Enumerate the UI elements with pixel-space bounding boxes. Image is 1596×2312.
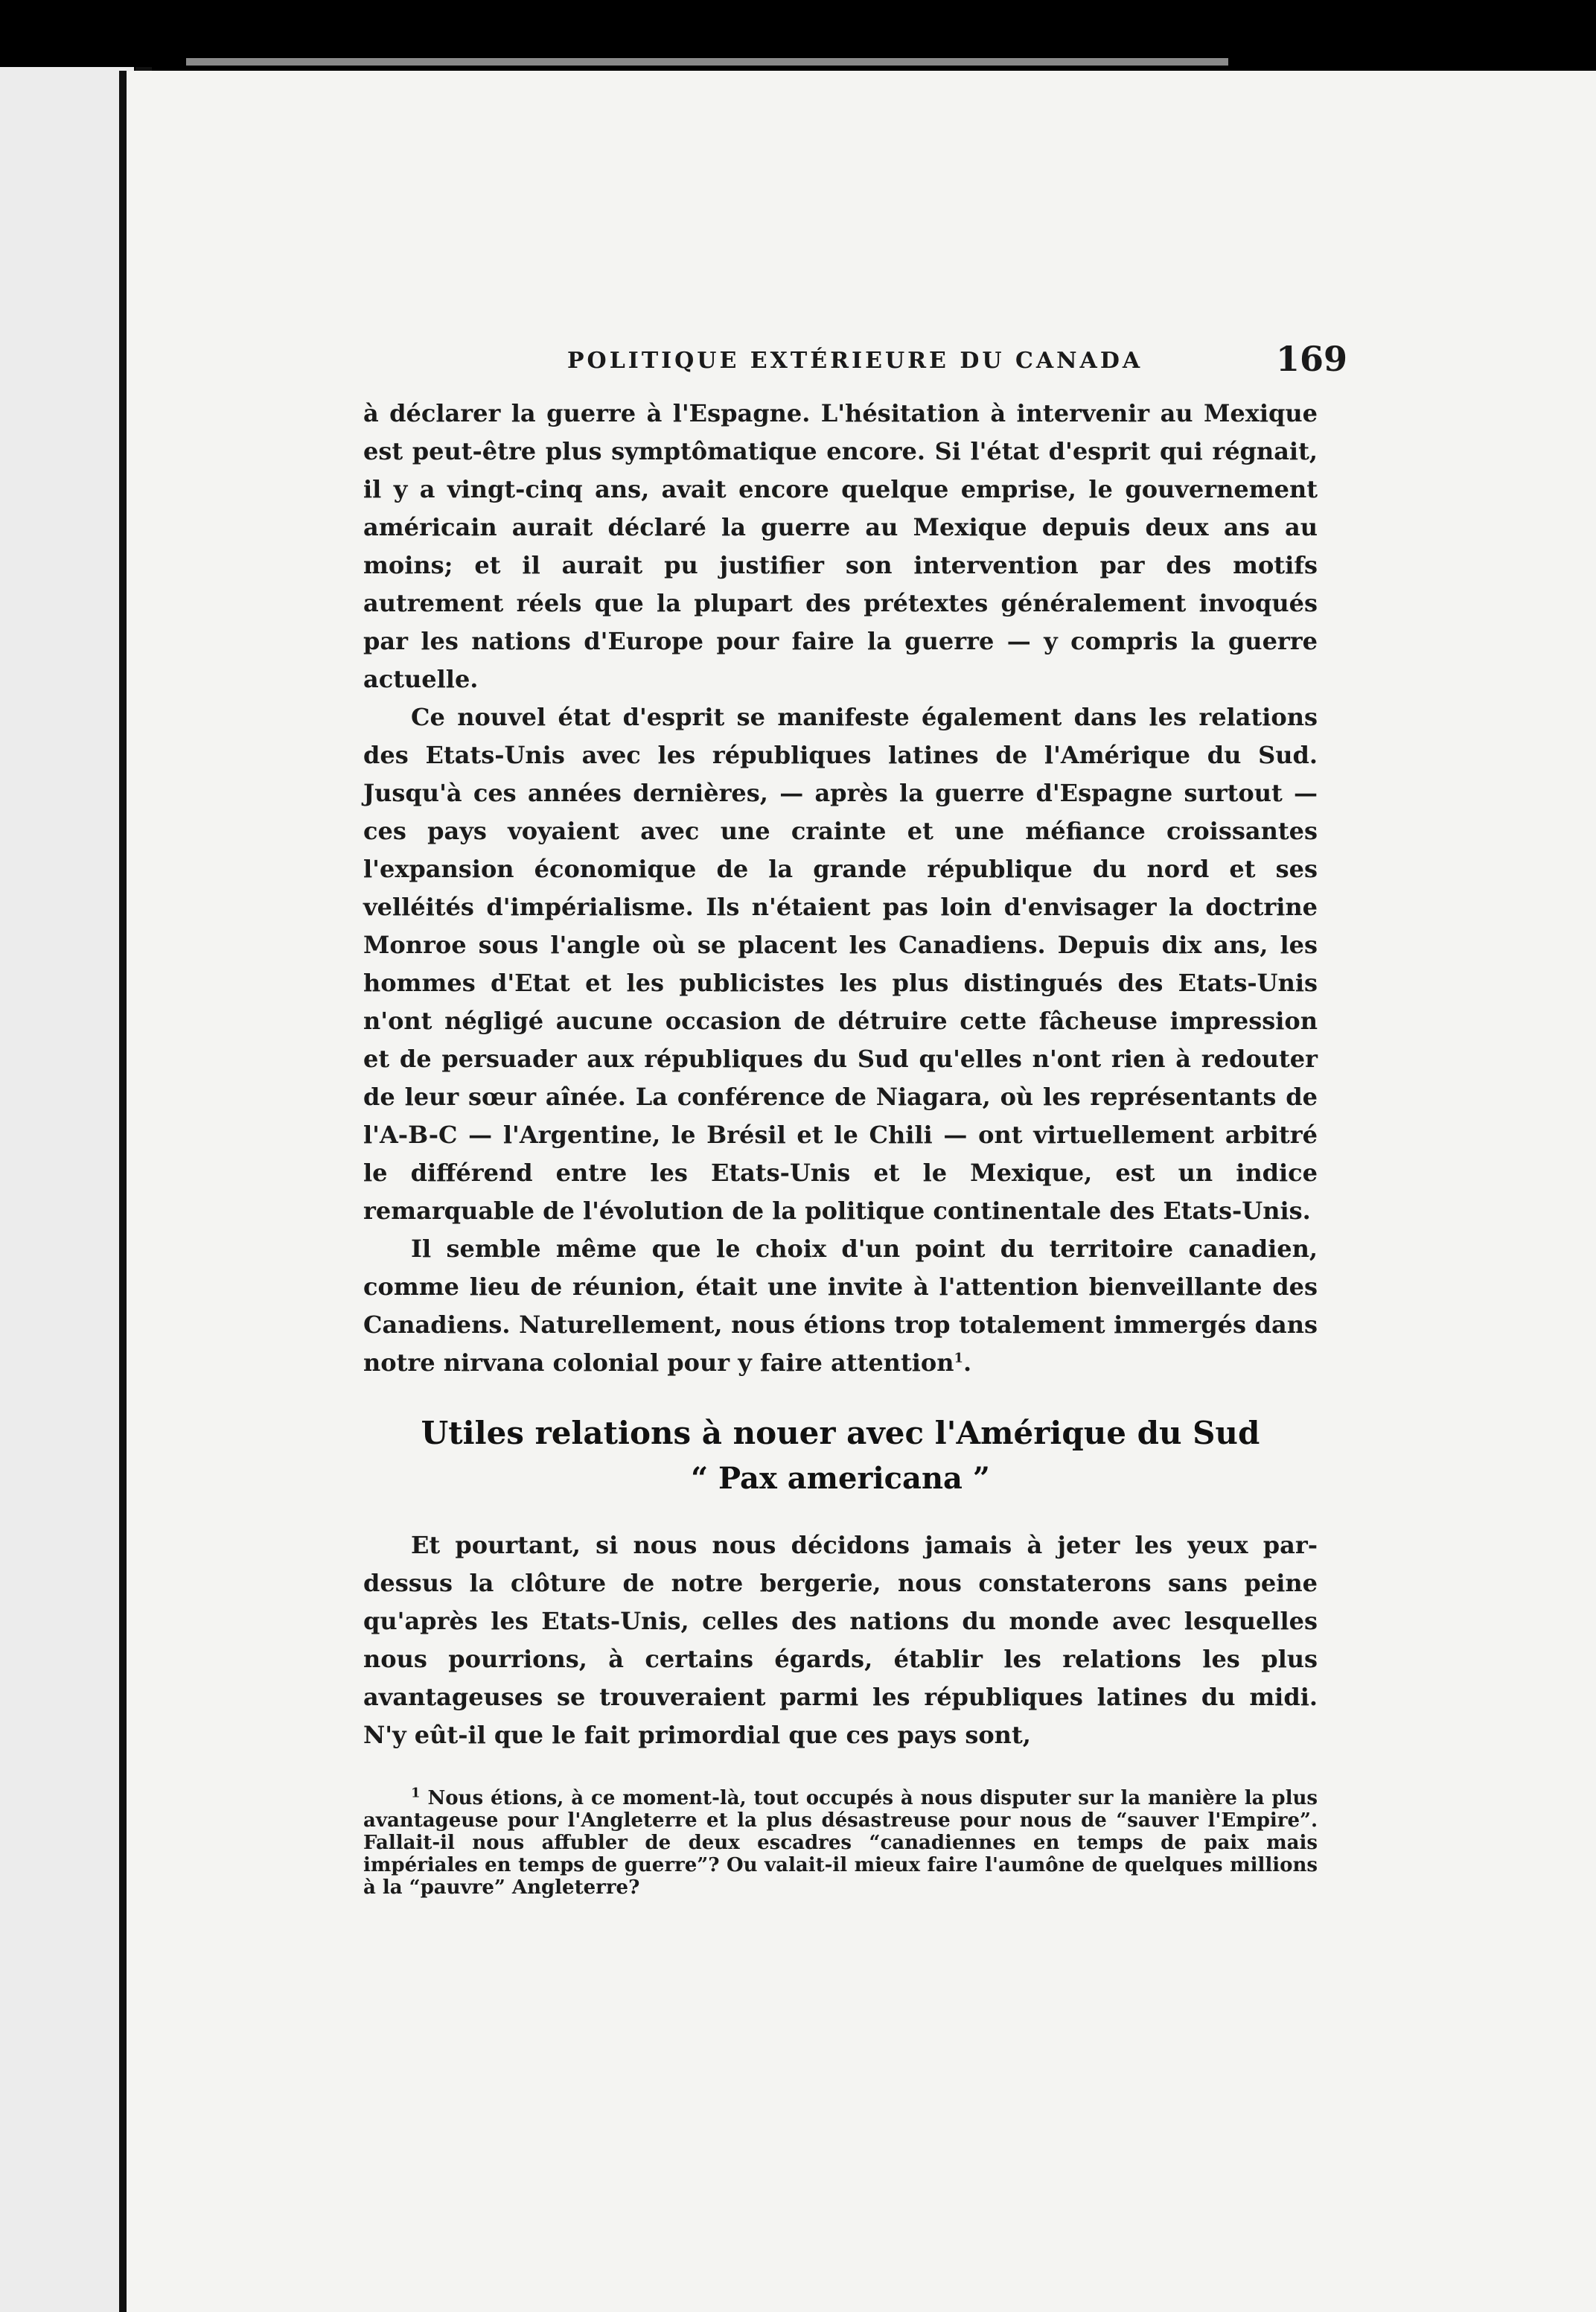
section-heading bbox=[363, 1410, 1318, 1501]
page-top-edge bbox=[186, 58, 1228, 66]
footnote-reference: 1 bbox=[954, 1350, 964, 1366]
section-heading-line-2: “ Pax americana ” bbox=[691, 1461, 990, 1496]
paragraph: Et pourtant, si nous nous décidons jamais à jeter les yeux par-dessus la clôture de notre bergerie, nous constaterons sans peine qu'après les Etats-Unis, celles des nations du monde avec lesquelles nous pourrions, à certains égards, établir les relations les plus avantageuses se trouveraient parmi les républiques latines du midi. N'y eût-il que le fait primordial que ces pays sont, bbox=[363, 1531, 1318, 1749]
page-body bbox=[363, 395, 1318, 1899]
paragraph: à déclarer la guerre à l'Espagne. L'hésitation à intervenir au Mexique est peut-être plus symptômatique encore. Si l'état d'esprit qui régnait, il y a vingt-cinq ans, avait encore quelque emprise, le gouvernement américain aurait déclaré la guerre au Mexique depuis deux ans au moins; et il aurait pu justifier son intervention par des motifs autrement réels que la plupart des prétextes généralement invoqués par les nations d'Europe pour faire la guerre — y compris la guerre actuelle. bbox=[363, 399, 1318, 693]
section-heading-line-1: Utiles relations à nouer avec l'Amérique du Sud bbox=[421, 1415, 1260, 1451]
paragraph-text: Il semble même que le choix d'un point du territoire canadien, comme lieu de réunion, était une invite à l'attention bienveillante des Canadiens. Naturellement, nous étions trop totalement immergés dans notre nirvana colonial pour y faire attention bbox=[363, 1235, 1318, 1377]
footnote-marker: 1 bbox=[411, 1785, 421, 1801]
paragraph-end: . bbox=[963, 1348, 972, 1377]
footnote-text: Nous étions, à ce moment-là, tout occupés à nous disputer sur la manière la plus avantageuse pour l'Angleterre et la plus désastreuse pour nous de “sauver l'Empire”. Fallait-il nous affubler de deux escadres “canadiennes en temps de paix mais impériales en temps de guerre”? Ou valait-il mieux faire l'aumône de quelques millions à la “pauvre” Angleterre? bbox=[363, 1787, 1318, 1899]
running-title: POLITIQUE EXTÉRIEURE DU CANADA bbox=[567, 348, 1143, 374]
paragraph bbox=[363, 1230, 1318, 1382]
paragraph: Ce nouvel état d'esprit se manifeste également dans les relations des Etats-Unis avec les républiques latines de l'Amérique du Sud. Jusqu'à ces années dernières, — après la guerre d'Espagne surtout — ces pays voyaient avec une crainte et une méfiance croissantes l'expansion économique de la grande république du nord et ses velléités d'impérialisme. Ils n'étaient pas loin d'envisager la doctrine Monroe sous l'angle où se placent les Canadiens. Depuis dix ans, les hommes d'Etat et les publicistes les plus distingués des Etats-Unis n'ont négligé aucune occasion de détruire cette fâcheuse impression et de persuader aux républiques du Sud qu'elles n'ont rien à redouter de leur sœur aînée. La conférence de Niagara, où les représentants de l'A-B-C — l'Argentine, le Brésil et le Chili — ont virtuellement arbitré le différend entre les Etats-Unis et le Mexique, est un indice remarquable de l'évolution de la politique continentale des Etats-Unis. bbox=[363, 703, 1318, 1225]
page-number: 169 bbox=[1275, 339, 1347, 379]
footnote bbox=[363, 1787, 1318, 1899]
facing-page-edge bbox=[0, 67, 134, 2312]
